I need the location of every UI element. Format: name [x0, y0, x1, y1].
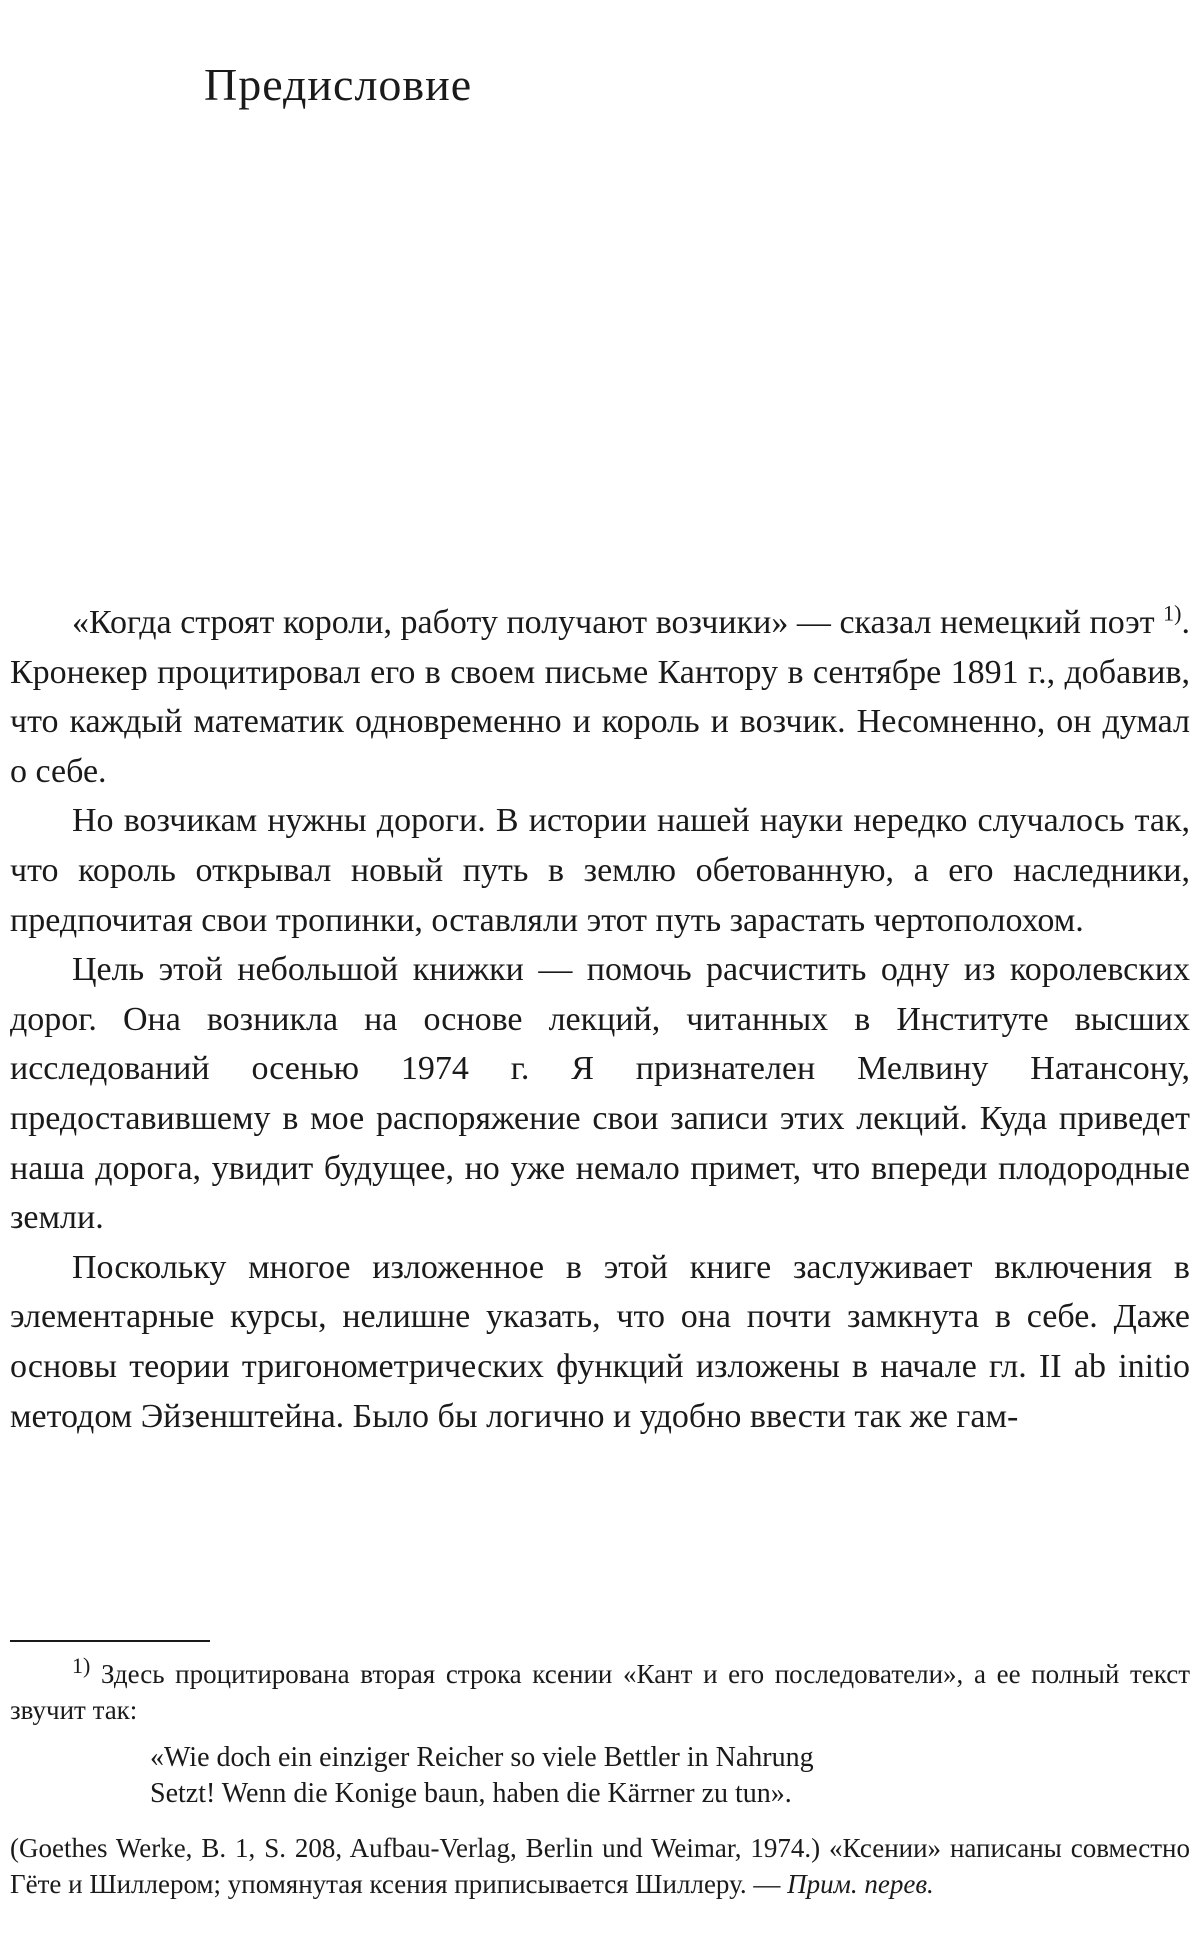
- footnote-block: [10, 1653, 1190, 1902]
- translator-note: Прим. перев.: [787, 1869, 934, 1899]
- footnote-citation: [10, 1830, 1190, 1902]
- paragraph-1-text: «Когда строят короли, работу получают возчики» — сказал немецкий поэт: [72, 604, 1164, 641]
- footnote-divider: [10, 1640, 210, 1642]
- paragraph-1: [10, 598, 1190, 796]
- footnote-quote-line-1: «Wie doch ein einziger Reicher so viele Bettler in Nahrung: [150, 1742, 814, 1773]
- paragraph-2: Но возчикам нужны дороги. В истории нашей науки нередко случалось так, что король открывал новый путь в землю обетованную, а его наследники, предпочитая свои тропинки, оставляли этот путь зарастать чертополохом.: [10, 802, 1190, 939]
- footnote-marker: 1): [72, 1653, 91, 1678]
- footnote-reference[interactable]: 1): [1163, 600, 1182, 626]
- paragraph-4: Поскольку многое изложенное в этой книге заслуживает включения в элементарные курсы, нелишне указать, что она почти замкнута в себе. Даже основы теории тригонометрических функций изложены в начале гл. II ab initio методом Эйзенштейна. Было бы логично и удобно ввести так же гам-: [10, 1248, 1190, 1435]
- paragraph-1-text-continued: . Кронекер процитировал его в своем письме Кантору в сентябре 1891 г., добавив, что каждый математик одновременно и король и возчик. Несомненно, он думал о себе.: [10, 604, 1190, 790]
- footnote-quote-line-2: Setzt! Wenn die Konige baun, haben die Kärrner zu tun».: [150, 1778, 792, 1809]
- footnote-intro-text: Здесь процитирована вторая строка ксении «Кант и его последователи», а ее полный текст звучит так:: [10, 1659, 1190, 1725]
- body-text: [10, 598, 1190, 1441]
- footnote-citation-text: (Goethes Werke, B. 1, S. 208, Aufbau-Verlag, Berlin und Weimar, 1974.) «Ксении» написаны совместно Гёте и Шиллером; упомянутая ксения приписывается Шиллеру. —: [10, 1833, 1190, 1899]
- footnote-quote: [150, 1740, 1190, 1812]
- page-heading: Предисловие: [204, 59, 473, 110]
- footnote-intro: [10, 1653, 1190, 1728]
- paragraph-3: Цель этой небольшой книжки — помочь расчистить одну из королевских дорог. Она возникла на основе лекций, читанных в Институте высших исследований осенью 1974 г. Я признателен Мелвину Натансону, предоставившему в мое распоряжение свои записи этих лекций. Куда приведет наша дорога, увидит будущее, но уже немало примет, что впереди плодородные земли.: [10, 951, 1190, 1237]
